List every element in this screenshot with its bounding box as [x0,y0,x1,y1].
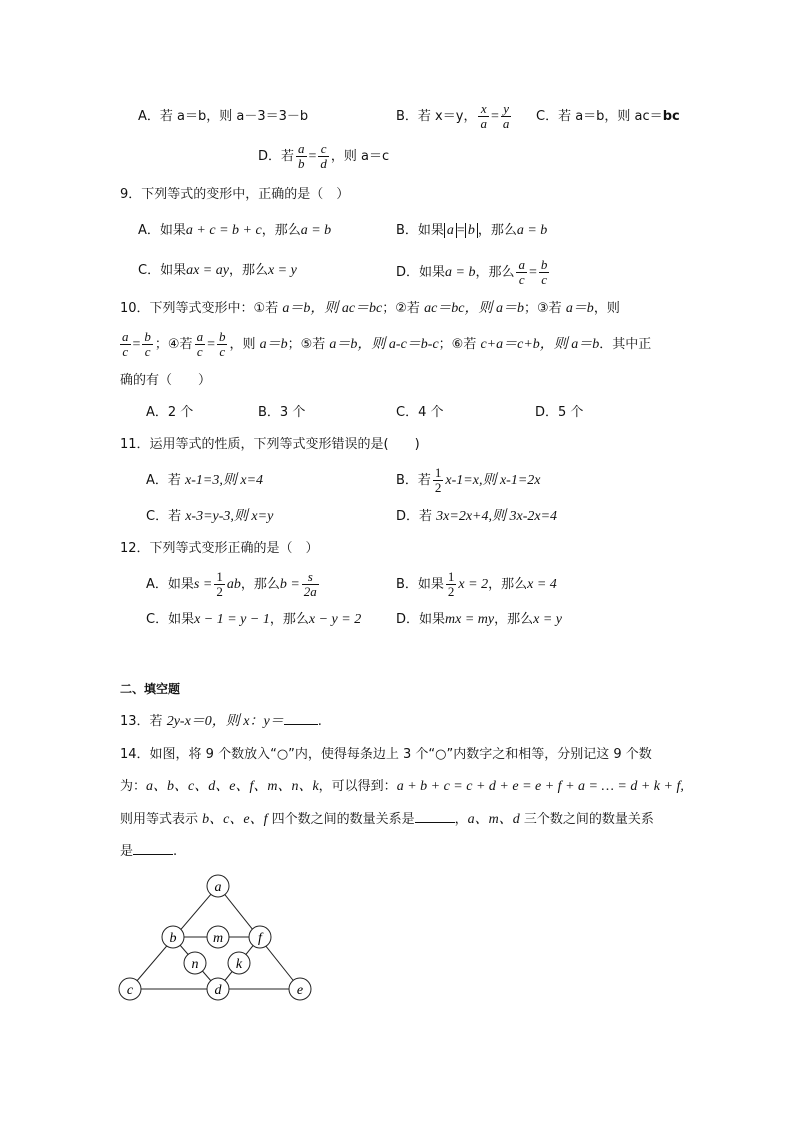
q14-text: ，可以得到： [318,779,397,794]
q11-option-a [146,472,263,490]
frac-denominator: a [480,116,487,131]
q9-c-mid: ，那么 [228,263,268,278]
q9-a-expr: a + c = b + c [185,223,262,238]
q12-d-mid: ，那么 [494,612,534,627]
q10-statement-4: a＝b [259,337,288,352]
q9-a-mid: ，那么 [261,223,301,238]
q10-text: 10．下列等式变形中：①若 [120,301,283,316]
q12-stem: 12．下列等式变形正确的是（ ） [120,541,319,556]
q10-statement-5: a＝b，则 a-c＝b-c [329,337,439,352]
node-d [207,978,229,1000]
q14-line-3 [120,810,654,829]
q10-option-d: D．5 个 [535,405,584,420]
q10-text: ，则 [593,301,620,316]
frac-numerator: 1 [216,569,223,584]
q13-end: . [317,714,322,729]
q14-vars3: a、m、d [467,812,520,827]
q11-c-expr: x-3=y-3,则 x=y [185,509,274,524]
q9-d-fraction-2 [539,258,550,287]
node-label: m [212,931,224,946]
frac-denominator: b [298,156,305,171]
q12-b-fraction [446,570,457,599]
q12-option-a [146,570,321,599]
q8-option-b-prefix: B．若 x＝y， [396,109,477,124]
equals-sign: = [528,265,537,280]
q10-text: ；②若 [382,301,425,316]
q11-c-prefix: C．若 [146,509,186,524]
q14-answer-blank-1[interactable] [415,810,455,823]
q10-text: ；⑥若 [438,337,481,352]
frac-numerator: s [302,570,319,585]
node-m [207,926,229,948]
q13-answer-blank[interactable] [284,712,318,725]
q9-d-expr: a = b [445,265,476,280]
frac-numerator: a [298,141,305,156]
q14-text: . [173,844,178,859]
q13-prefix: 13．若 [120,714,167,729]
q8-d-fraction-2 [318,142,329,171]
frac-denominator: 2 [447,584,455,599]
q10-statement-3: a＝b [565,301,594,316]
q14-text: 三个数之间的数量关系 [519,812,654,827]
q10-option-a: A．2 个 [146,405,194,420]
frac-denominator: a [502,116,510,131]
q9-c-prefix: C．如果 [138,263,187,278]
q8-option-d-suffix: ，则 a＝c [330,149,390,164]
q8-option-c-text: C．若 a＝b，则 ac＝ [536,109,663,124]
q12-d-prefix: D．如果 [396,612,446,627]
frac-denominator: c [541,272,548,287]
q12-option-c [146,611,361,629]
q12-d-expr: mx = my [445,612,495,627]
q10-line-2 [118,330,651,359]
q11-option-d [396,508,557,526]
q9-d-prefix: D．如果 [396,265,446,280]
frac-numerator: x [478,102,489,117]
q12-option-d [396,611,562,629]
frac-denominator: 2 [216,584,223,599]
q14-equation: a + b + c = c + d + e = e + f + a = … = d + k + f, [396,779,684,794]
q9-b-abs-b: b [465,223,478,238]
q10-text: ．其中正 [599,337,652,352]
frac-denominator: 2a [303,584,317,599]
q12-a-mid: ，那么 [240,577,280,592]
frac-denominator: 2 [434,480,442,495]
q9-stem: 9．下列等式的变形中，正确的是（ ） [120,187,350,202]
equals-sign: = [490,109,499,124]
q10-fraction-b-c-2 [217,330,228,359]
q8-d-fraction-1 [296,142,307,171]
node-n [184,952,206,974]
q9-option-d [396,258,551,287]
frac-denominator: c [518,272,525,287]
q10-option-b: B．3 个 [258,405,306,420]
q9-d-mid: ，那么 [475,265,515,280]
frac-numerator: a [196,329,204,344]
q13-line [120,712,322,731]
triangle-diagram [110,868,320,1008]
q8-option-c [536,108,680,126]
equals-sign: = [308,149,317,164]
q10-statement-2: ac＝bc，则 a＝b [424,301,525,316]
q11-b-expr: x-1=x,则 x-1=2x [445,473,541,488]
frac-numerator: y [501,102,512,117]
q14-vars: a、b、c、d、e、f、m、n、k [146,779,319,794]
equals-sign: = [132,337,141,352]
q12-c-result: x − y = 2 [308,612,362,627]
equals-sign: = [207,337,215,352]
q8-option-b [396,102,513,131]
q12-a-fraction-2 [302,570,319,599]
q11-d-prefix: D．若 [396,509,437,524]
frac-denominator: c [196,344,203,359]
frac-numerator: c [318,142,329,157]
q9-option-b [396,222,547,240]
q12-a-prefix: A．如果 [146,577,194,592]
q11-option-c [146,508,273,526]
node-k [228,952,250,974]
q12-b-mid: ，那么 [488,577,528,592]
q8-option-d-prefix: D．若 [258,149,295,164]
node-label: n [191,957,199,972]
q14-line-1: 14．如图，将 9 个数放入“○”内，使得每条边上 3 个“○”内数字之和相等，分别记这 9 个数 [120,747,652,762]
equals-sign: = [456,223,465,238]
frac-numerator: 1 [434,465,442,480]
q12-a-fraction-1 [214,570,225,599]
frac-numerator: 1 [447,569,455,584]
node-e [289,978,311,1000]
frac-numerator: a [122,329,129,344]
q9-b-abs-a: a [444,223,457,238]
q9-c-result: x = y [267,263,297,278]
q9-b-prefix: B．如果 [396,223,444,238]
frac-denominator: c [219,344,226,359]
q10-text: ，则 [229,337,260,352]
q12-b-prefix: B．如果 [396,577,444,592]
q14-line-4 [120,842,177,861]
q10-text: ；⑤若 [287,337,330,352]
q12-c-expr: x − 1 = y − 1 [194,612,270,627]
q14-text: 是 [120,844,134,859]
q9-d-fraction-1 [516,258,527,287]
q9-option-a [138,222,331,240]
q9-option-c [138,262,297,280]
q10-option-c: C．4 个 [396,405,444,420]
q8-b-fraction-2 [501,102,512,131]
node-label: d [214,983,222,998]
node-f [249,926,271,948]
node-label: f [258,931,262,946]
frac-denominator: d [320,156,327,171]
q14-line-2 [120,778,684,796]
q12-option-b [396,570,557,599]
q12-a-ab: ab [226,577,241,592]
q11-d-expr: 3x=2x+4,则 3x-2x=4 [436,509,558,524]
q9-a-prefix: A．如果 [138,223,186,238]
q10-fraction-b-c [142,330,153,359]
frac-denominator: c [144,344,151,359]
q10-fraction-a-c-2 [195,330,206,359]
q13-expr: 2y-x＝0，则 x：y＝ [166,714,284,729]
q10-text: ；③若 [524,301,566,316]
q10-line-3: 确的有（ ） [120,373,212,388]
frac-numerator: a [518,257,525,272]
frac-numerator: b [218,329,226,344]
q14-vars2: b、c、e、f [202,812,268,827]
q8-option-a-text: A．若 a＝b，则 a－3＝3－b [138,109,309,124]
q12-a-lhs: s = [193,577,213,592]
q12-a-b: b = [279,577,300,592]
node-label: e [296,983,304,998]
q10-line-1 [120,300,620,318]
q9-c-expr: ax = ay [186,263,229,278]
q8-b-fraction-1 [478,102,489,131]
frac-denominator: c [122,344,129,359]
q10-statement-6: c+a＝c+b，则 a＝b [480,337,600,352]
node-c [119,978,141,1000]
q14-answer-blank-2[interactable] [133,842,173,855]
node-label: k [235,957,243,972]
q12-d-result: x = y [533,612,563,627]
q12-b-expr: x = 2 [458,577,489,592]
q14-text: 为： [120,779,147,794]
node-b [162,926,184,948]
q10-statement-1: a＝b，则 ac＝bc [282,301,383,316]
q12-c-mid: ，那么 [269,612,309,627]
q12-c-prefix: C．如果 [146,612,195,627]
q9-b-mid: ，那么 [477,223,517,238]
q8-option-d [258,142,389,171]
q14-text: 四个数之间的数量关系是 [267,812,415,827]
q11-b-fraction [433,466,444,495]
frac-numerator: b [540,257,548,272]
node-label: c [126,983,134,998]
frac-numerator: b [144,329,151,344]
node-label: a [214,880,222,895]
q8-option-c-bold: bc [662,109,680,124]
q12-b-result: x = 4 [527,577,557,592]
q9-b-result: a = b [516,223,548,238]
q11-option-b [396,466,541,495]
q11-stem: 11．运用等式的性质，下列等式变形错误的是( ) [120,437,420,452]
q14-text: ， [454,812,468,827]
q10-text: ；④若 [154,337,193,352]
q11-a-expr: x-1=3,则 x=4 [185,473,264,488]
q9-a-result: a = b [300,223,332,238]
q8-option-a [138,108,308,126]
section-title: 二、填空题 [120,682,181,696]
q11-a-prefix: A．若 [146,473,186,488]
q11-b-prefix: B．若 [396,473,431,488]
node-a [207,875,229,897]
q14-text: 则用等式表示 [120,812,203,827]
node-label: b [169,931,177,946]
q10-fraction-a-c [120,330,131,359]
